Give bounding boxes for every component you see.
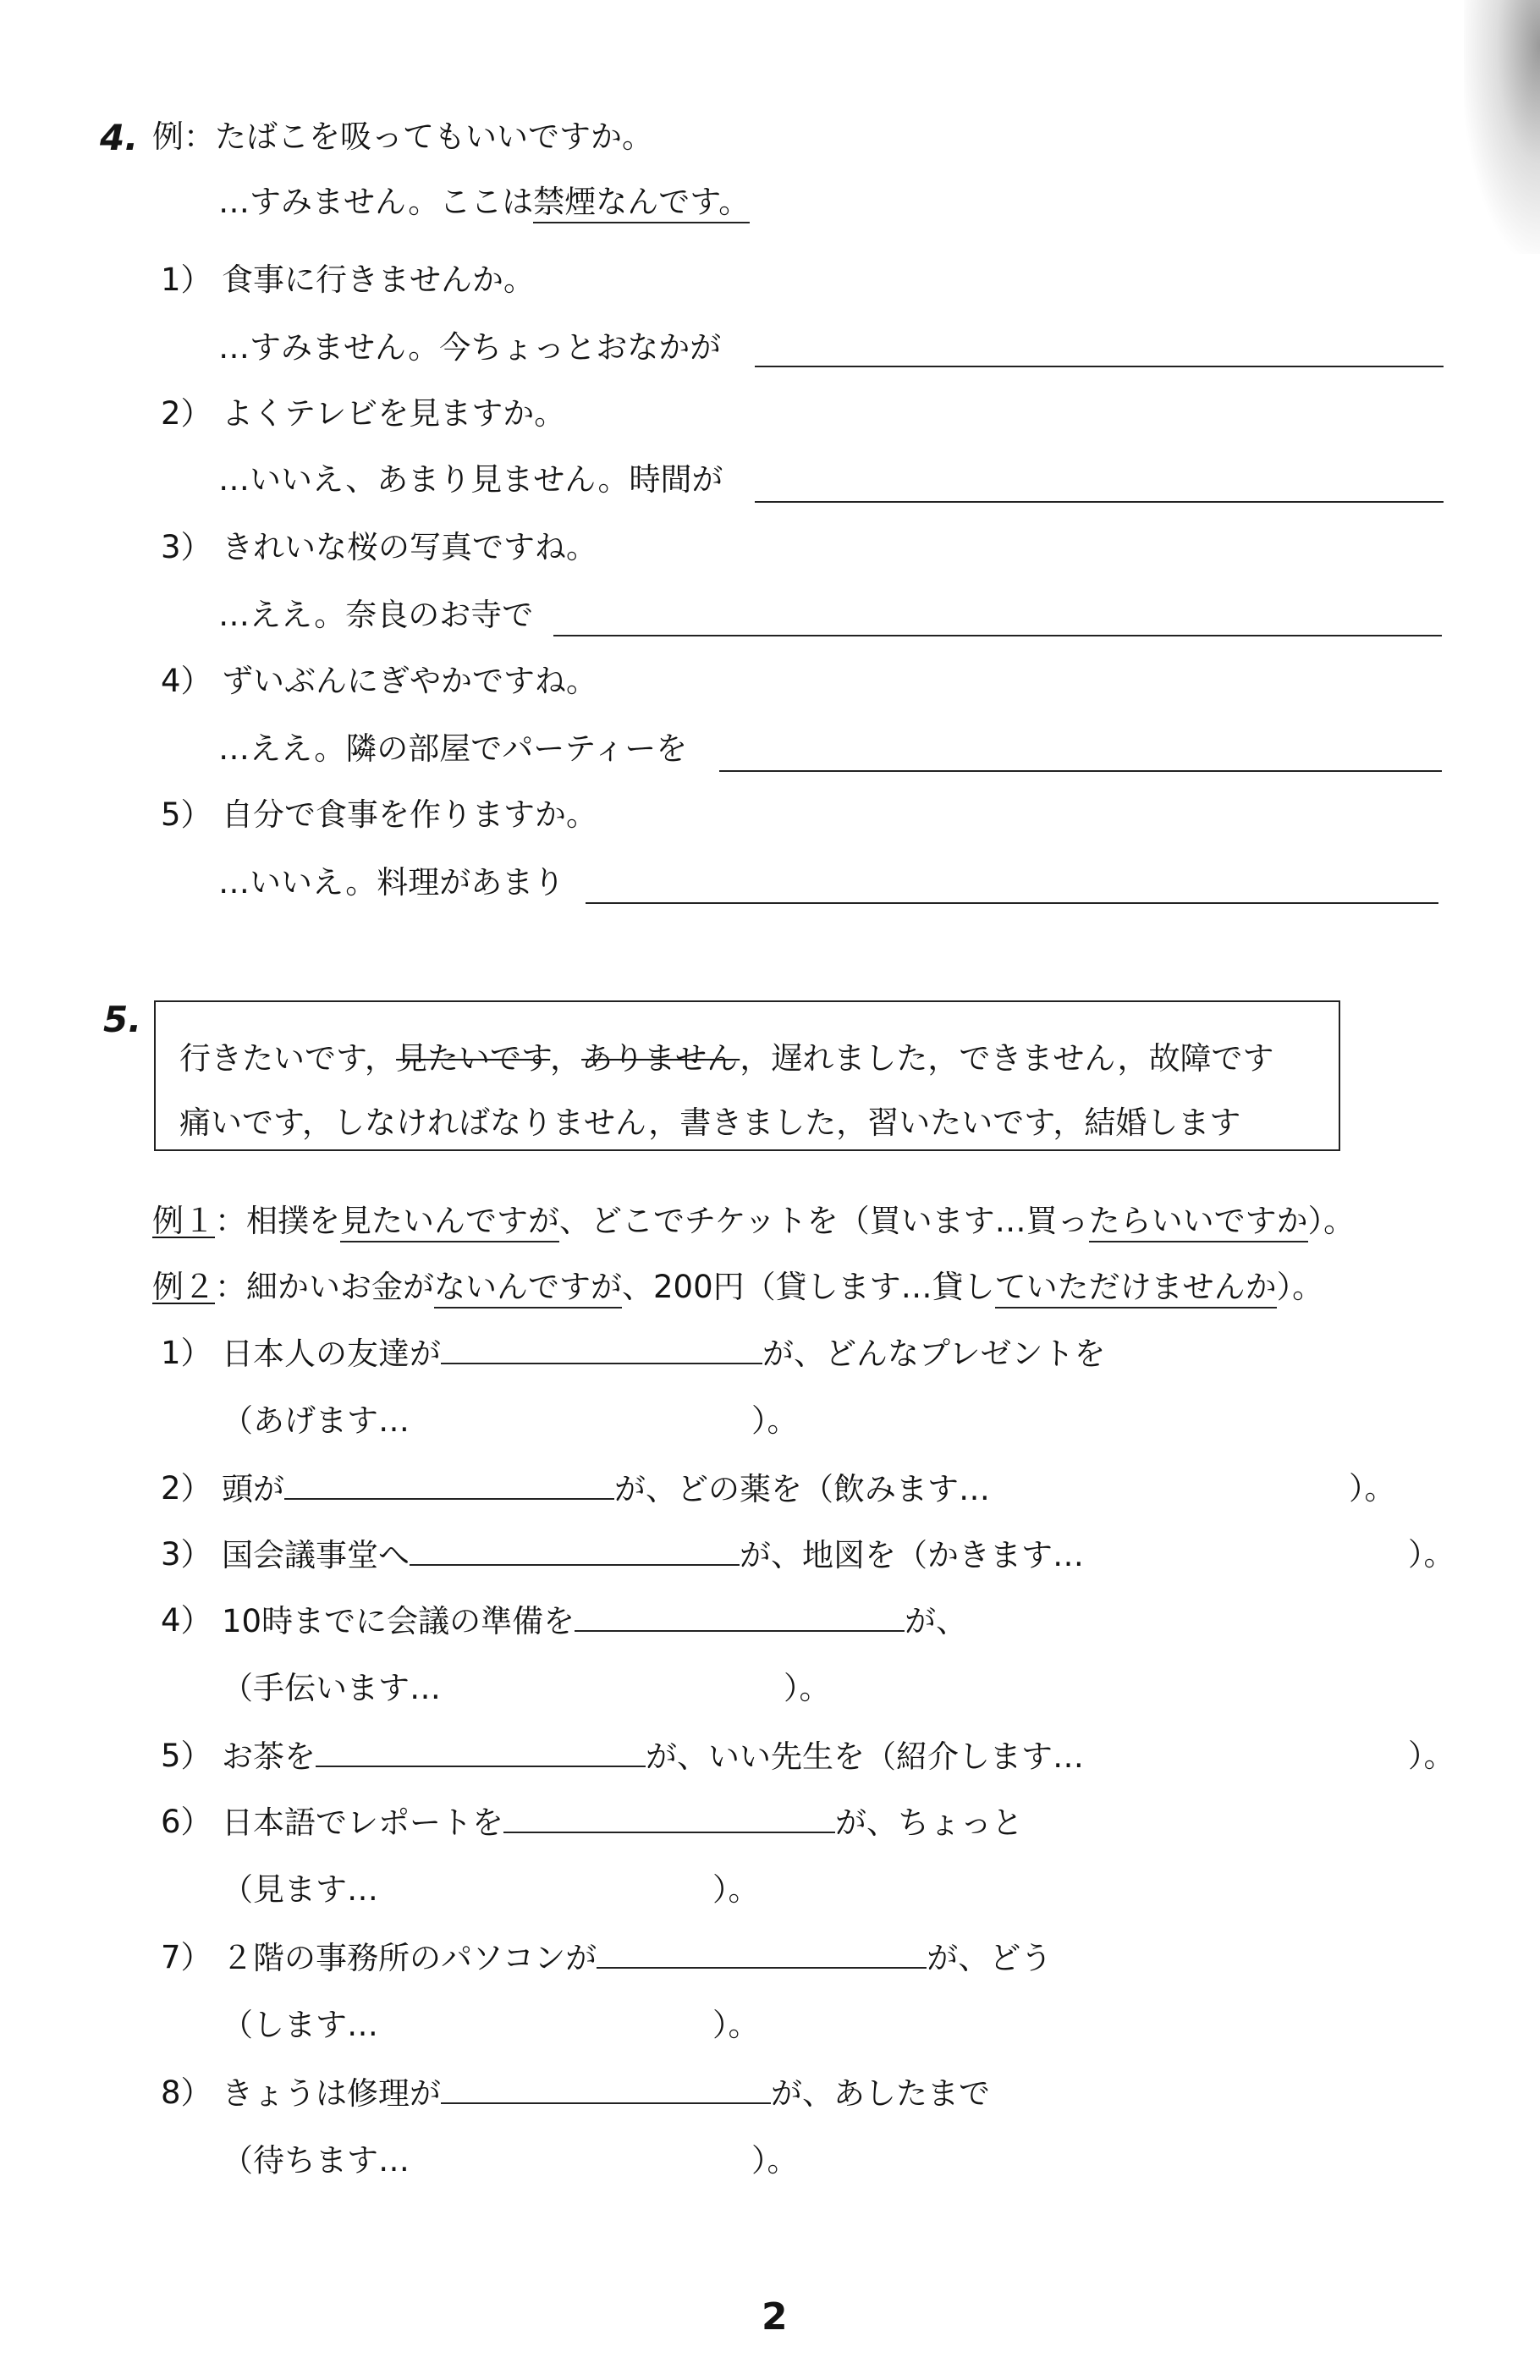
s4-item-number: 4） bbox=[161, 663, 212, 699]
s4-item-number: 2） bbox=[161, 395, 212, 432]
s4-item-answer: …すみません。今ちょっとおなかが bbox=[218, 329, 722, 366]
item-mid: が、あしたまで bbox=[771, 2075, 990, 2112]
page-number: 2 bbox=[762, 2295, 788, 2339]
example-label: 例２ bbox=[152, 1269, 215, 1305]
word-option-crossed-out: 見たいです bbox=[396, 1040, 551, 1077]
section-5-number: 5. bbox=[103, 999, 142, 1040]
item-close: ）。 bbox=[1408, 1738, 1455, 1774]
answer-blank[interactable] bbox=[503, 1806, 835, 1833]
example-question-text: たばこを吸ってもいいですか。 bbox=[215, 118, 653, 155]
s5-item-line-2 bbox=[222, 1672, 441, 1704]
item-paren: （あげます… bbox=[222, 1402, 410, 1439]
s4-item-question: ずいぶんにぎやかですね。 bbox=[222, 663, 597, 699]
s4-item-answer: …ええ。隣の部屋でパーティーを bbox=[218, 730, 688, 767]
item-mid: が、どの薬を（飲みます… bbox=[614, 1471, 990, 1507]
s5-item-line-2 bbox=[222, 1402, 410, 1439]
s5-item-line-2 bbox=[222, 2009, 378, 2041]
example-underlined: 見たいんですが bbox=[340, 1203, 559, 1242]
s4-item-number: 3） bbox=[161, 529, 212, 565]
example-text: 細かいお金が bbox=[246, 1269, 434, 1305]
example-underlined: ないんですが bbox=[434, 1269, 622, 1308]
s5-item-line bbox=[222, 1804, 1023, 1841]
page-edge-shadow bbox=[1464, 0, 1540, 254]
s5-item-number: 7） bbox=[161, 1939, 212, 1975]
word-option: 故障です bbox=[1148, 1040, 1274, 1077]
s5-item-number: 1） bbox=[161, 1335, 212, 1371]
item-paren: （手伝います… bbox=[222, 1670, 441, 1706]
example-text: 、200円（貸します… bbox=[622, 1269, 932, 1305]
example-text: 相撲を bbox=[246, 1203, 340, 1239]
example-answer-underlined: 禁煙なんです。 bbox=[533, 184, 750, 223]
s4-item-answer: …ええ。奈良のお寺で bbox=[218, 597, 534, 633]
s4-answer-blank[interactable] bbox=[553, 635, 1442, 636]
example-label: 例１ bbox=[152, 1203, 215, 1239]
word-option: 書きました， bbox=[679, 1105, 868, 1141]
item-mid: が、ちょっと bbox=[835, 1804, 1023, 1841]
s5-item-line bbox=[222, 1539, 1084, 1571]
answer-blank[interactable] bbox=[575, 1605, 905, 1632]
item-close: ）。 bbox=[1408, 1536, 1455, 1573]
item-mid: が、地図を（かきます… bbox=[740, 1537, 1084, 1573]
section-4-example-question bbox=[152, 118, 653, 155]
item-paren: （します… bbox=[222, 2007, 378, 2043]
item-lead: お茶を bbox=[222, 1738, 316, 1775]
item-close: ）。 bbox=[751, 2142, 799, 2179]
s4-answer-blank[interactable] bbox=[719, 770, 1442, 772]
s4-item-answer: …いいえ、あまり見ません。時間が bbox=[218, 461, 723, 498]
item-lead: ２階の事務所のパソコンが bbox=[222, 1940, 597, 1976]
item-mid: が、いい先生を（紹介します… bbox=[646, 1738, 1084, 1775]
example-underlined: たらいいですか bbox=[1089, 1203, 1308, 1242]
s5-item-number: 2） bbox=[161, 1470, 212, 1507]
answer-blank[interactable] bbox=[441, 2077, 771, 2104]
word-box-row-2 bbox=[179, 1097, 1240, 1143]
item-lead: 日本語でレポートを bbox=[222, 1804, 503, 1841]
s5-item-line-2 bbox=[222, 1871, 378, 1908]
word-option: できません， bbox=[959, 1040, 1149, 1077]
word-option: 遅れました， bbox=[771, 1040, 960, 1077]
item-close: ）。 bbox=[712, 1871, 760, 1908]
s5-item-line bbox=[222, 1942, 1052, 1974]
s4-item-question: よくテレビを見ますか。 bbox=[222, 395, 566, 432]
s5-item-line bbox=[222, 1605, 967, 1637]
section-4-number: 4. bbox=[100, 117, 139, 158]
s4-item-answer: …いいえ。料理があまり bbox=[218, 864, 565, 901]
example-text: ）。 bbox=[1276, 1269, 1324, 1305]
item-paren: （見ます… bbox=[222, 1871, 378, 1908]
example-text: ）。 bbox=[1307, 1203, 1356, 1239]
section-4-example-answer bbox=[218, 186, 750, 218]
word-option: 行きたいです， bbox=[179, 1040, 397, 1077]
item-lead: 10時までに会議の準備を bbox=[222, 1603, 575, 1639]
s5-item-line-2 bbox=[222, 2142, 410, 2179]
word-separator: ， bbox=[550, 1040, 582, 1077]
answer-blank[interactable] bbox=[410, 1539, 740, 1566]
example-colon: ： bbox=[215, 1203, 246, 1239]
s5-item-number: 8） bbox=[161, 2074, 212, 2111]
item-mid: が、どんなプレゼントを bbox=[762, 1336, 1106, 1372]
example-text: 貸し bbox=[932, 1269, 995, 1305]
word-box-row-1 bbox=[179, 1033, 1274, 1078]
example-label: 例： bbox=[152, 118, 215, 155]
answer-blank[interactable] bbox=[284, 1473, 614, 1500]
example-colon: ： bbox=[215, 1269, 246, 1305]
s4-item-number: 5） bbox=[161, 796, 212, 833]
word-option: 痛いです， bbox=[179, 1105, 334, 1141]
s4-answer-blank[interactable] bbox=[755, 366, 1444, 367]
s4-item-number: 1） bbox=[161, 262, 212, 298]
s5-item-line bbox=[222, 1738, 1084, 1775]
example-answer-prefix: …すみません。ここは bbox=[218, 184, 534, 220]
word-choice-box bbox=[154, 1000, 1340, 1151]
s5-item-line bbox=[222, 1473, 990, 1505]
s4-answer-blank[interactable] bbox=[755, 501, 1444, 503]
s4-item-question: 食事に行きませんか。 bbox=[222, 262, 535, 298]
item-lead: 日本人の友達が bbox=[222, 1336, 441, 1372]
answer-blank[interactable] bbox=[441, 1337, 762, 1364]
s5-item-number: 5） bbox=[161, 1738, 212, 1774]
example-underlined: ていただけませんか bbox=[995, 1269, 1277, 1308]
s4-answer-blank[interactable] bbox=[586, 902, 1438, 904]
answer-blank[interactable] bbox=[597, 1942, 927, 1969]
item-close: ）。 bbox=[1349, 1470, 1396, 1507]
s5-item-line bbox=[222, 2075, 990, 2112]
item-close: ）。 bbox=[784, 1670, 831, 1706]
item-mid: が、どう bbox=[927, 1940, 1053, 1976]
item-mid: が、 bbox=[905, 1603, 968, 1639]
answer-blank[interactable] bbox=[316, 1740, 646, 1767]
word-separator: ， bbox=[740, 1040, 772, 1077]
section-5-example-2 bbox=[152, 1271, 1323, 1303]
example-text: 買っ bbox=[1026, 1203, 1089, 1239]
s5-item-number: 6） bbox=[161, 1804, 212, 1840]
item-lead: きょうは修理が bbox=[222, 2075, 441, 2112]
example-text: 、どこでチケットを（買います… bbox=[559, 1203, 1026, 1239]
word-option-crossed-out: ありません bbox=[581, 1040, 740, 1077]
s4-item-question: きれいな桜の写真ですね。 bbox=[222, 529, 597, 565]
item-close: ）。 bbox=[712, 2007, 760, 2043]
word-option: 習いたいです， bbox=[867, 1105, 1085, 1141]
word-option: しなければなりません， bbox=[333, 1105, 680, 1141]
s5-item-number: 4） bbox=[161, 1602, 212, 1639]
item-paren: （待ちます… bbox=[222, 2142, 410, 2179]
word-option: 結婚します bbox=[1084, 1105, 1241, 1141]
s5-item-line bbox=[222, 1336, 1106, 1372]
item-close: ）。 bbox=[751, 1402, 799, 1439]
section-5-example-1 bbox=[152, 1205, 1355, 1237]
item-lead: 国会議事堂へ bbox=[222, 1537, 410, 1573]
s5-item-number: 3） bbox=[161, 1536, 212, 1573]
s4-item-question: 自分で食事を作りますか。 bbox=[222, 796, 597, 833]
item-lead: 頭が bbox=[222, 1471, 284, 1507]
